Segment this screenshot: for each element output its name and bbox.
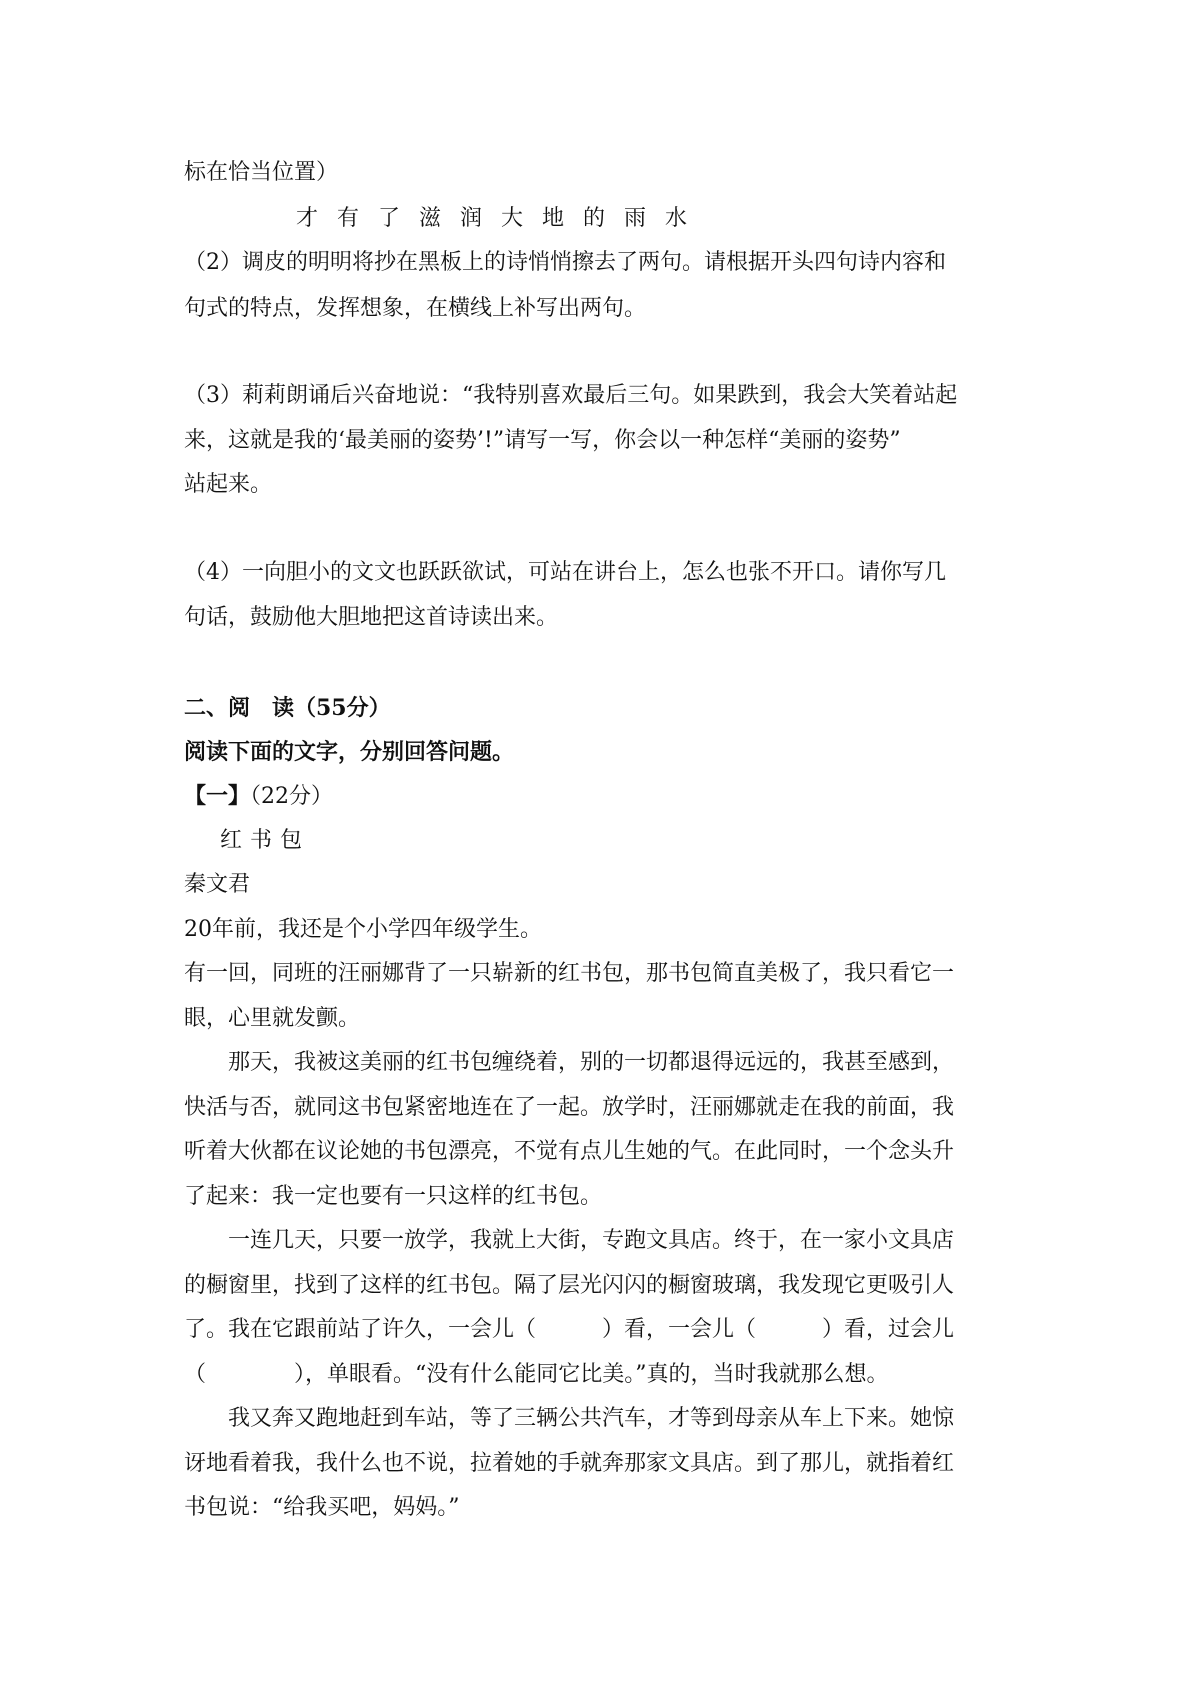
question-3-line-3: 站起来。 (184, 472, 273, 497)
question-3-line-2: 来，这就是我的‘最美丽的姿势’!”请写一写，你会以一种怎样“美丽的姿势” (184, 428, 901, 453)
part-label (184, 785, 333, 808)
paragraph-line: 听着大伙都在议论她的书包漂亮，不觉有点儿生她的气。在此同时，一个念头升 (184, 1139, 955, 1164)
section-heading: 二、阅 读（55分） (184, 695, 391, 721)
paragraph-line: 20年前，我还是个小学四年级学生。 (184, 917, 542, 942)
paragraph-line: 讶地看着我，我什么也不说，拉着她的手就奔那家文具店。到了那儿，就指着红 (184, 1451, 955, 1476)
question-2-line-1: （2）调皮的明明将抄在黑板上的诗悄悄擦去了两句。请根据开头四句诗内容和 (184, 250, 946, 275)
passage-title: 红书包 (220, 828, 311, 853)
paragraph-line: 有一回，同班的汪丽娜背了一只崭新的红书包，那书包简直美极了，我只看它一 (184, 961, 955, 986)
passage-author: 秦文君 (184, 872, 251, 897)
paragraph-line: 的橱窗里，找到了这样的红书包。隔了层光闪闪的橱窗玻璃，我发现它更吸引人 (184, 1273, 955, 1298)
part-number: 【一】 (184, 783, 251, 809)
paragraph-line: 眼，心里就发颤。 (184, 1006, 361, 1031)
text-line: 标在恰当位置） (184, 160, 339, 185)
question-4-line-2: 句话，鼓励他大胆地把这首诗读出来。 (184, 605, 559, 630)
paragraph-line: 了起来：我一定也要有一只这样的红书包。 (184, 1184, 603, 1209)
question-4-line-1: （4）一向胆小的文文也跃跃欲试，可站在讲台上，怎么也张不开口。请你写几 (184, 560, 946, 585)
paragraph-line: 书包说：“给我买吧，妈妈。” (184, 1495, 460, 1520)
question-3-line-1: （3）莉莉朗诵后兴奋地说：“我特别喜欢最后三句。如果跌到，我会大笑着站起 (184, 383, 958, 408)
paragraph-line: 了。我在它跟前站了许久，一会儿（ ）看，一会儿（ ）看，过会儿 (184, 1317, 955, 1342)
part-score: （22分） (250, 784, 334, 809)
paragraph-line: 那天，我被这美丽的红书包缠绕着，别的一切都退得远远的，我甚至感到， (228, 1050, 955, 1075)
paragraph-line: 一连几天，只要一放学，我就上大街，专跑文具店。终于，在一家小文具店 (228, 1228, 955, 1253)
question-2-line-2: 句式的特点，发挥想象，在横线上补写出两句。 (184, 296, 647, 321)
poem-line: 才有了滋润大地的雨水 (296, 206, 707, 231)
paragraph-line: 我又奔又跑地赶到车站，等了三辆公共汽车，才等到母亲从车上下来。她惊 (228, 1406, 955, 1431)
paragraph-line: （ ），单眼看。“没有什么能同它比美。”真的，当时我就那么想。 (184, 1362, 889, 1387)
paragraph-line: 快活与否，就同这书包紧密地连在了一起。放学时，汪丽娜就走在我的前面，我 (184, 1095, 955, 1120)
instruction: 阅读下面的文字，分别回答问题。 (184, 739, 515, 765)
